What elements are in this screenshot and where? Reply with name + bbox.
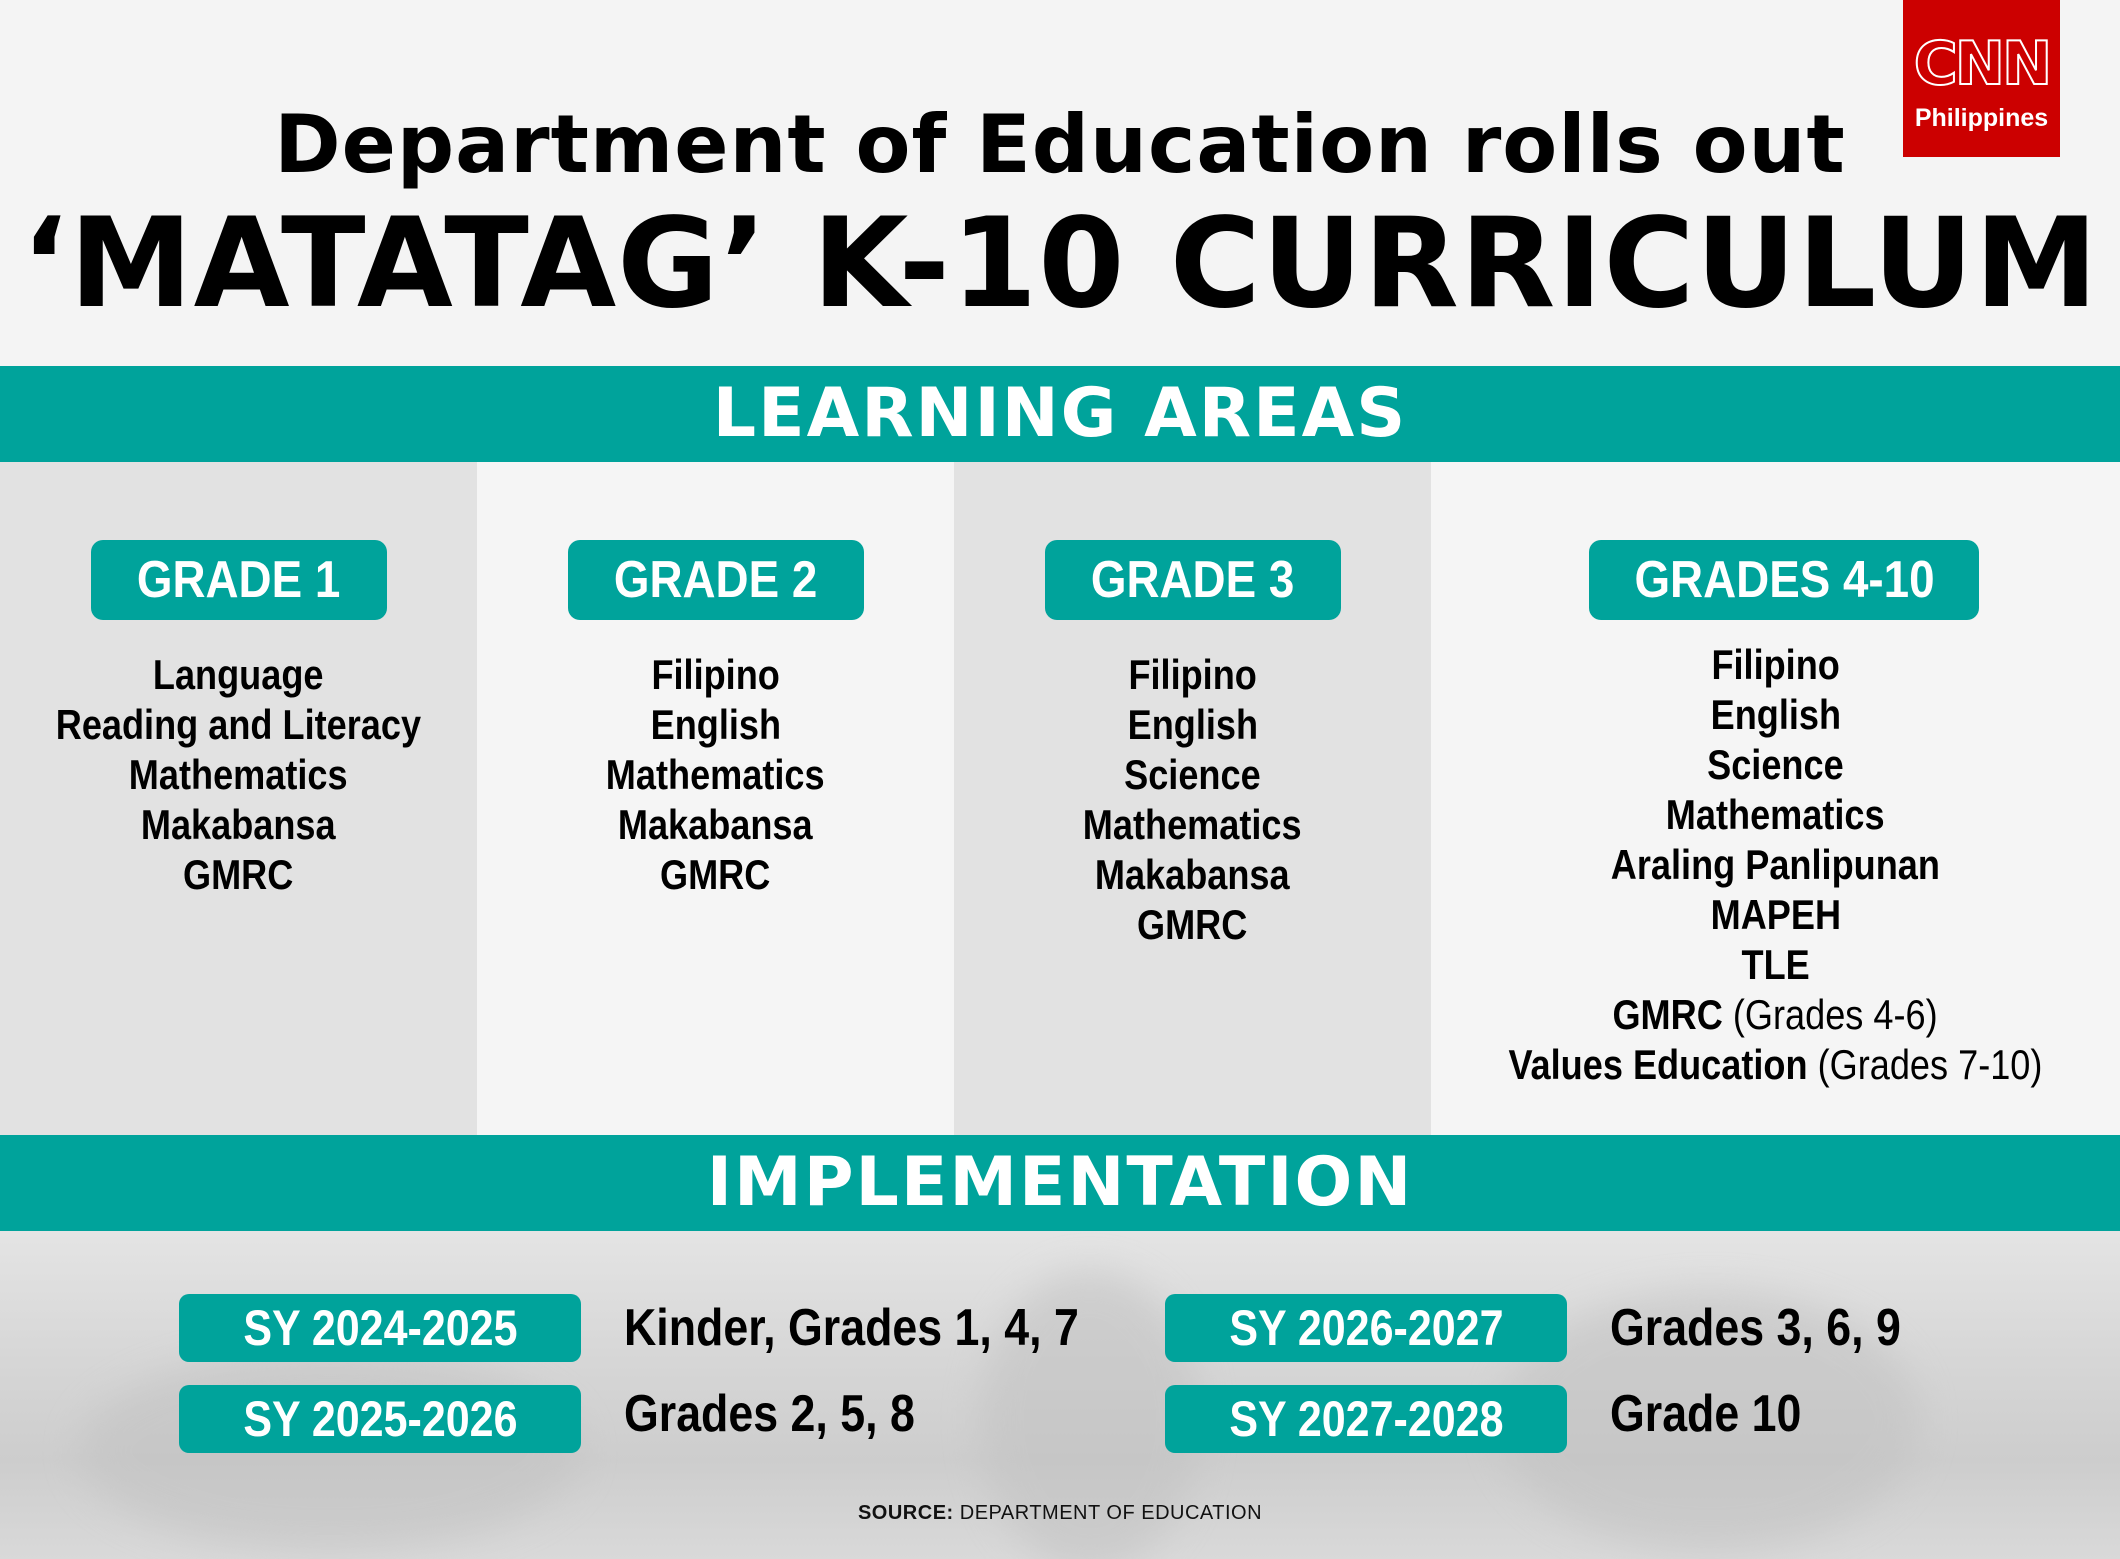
- list-item: TLE: [1741, 941, 1810, 988]
- grade-badge: GRADE 1: [91, 540, 387, 620]
- source-credit: [0, 1502, 2120, 1525]
- list-item: English: [650, 701, 781, 748]
- list-item: MAPEH: [1710, 891, 1841, 938]
- list-item: GMRC: [1137, 901, 1248, 948]
- subject-list: [477, 650, 954, 900]
- grade-badge: GRADE 3: [1045, 540, 1341, 620]
- implementation-grades: Grades 2, 5, 8: [624, 1385, 915, 1443]
- list-item: Makabansa: [618, 801, 813, 848]
- grade-2-column: [477, 462, 954, 1135]
- list-item: Makabansa: [141, 801, 336, 848]
- grade-3-column: [954, 462, 1431, 1135]
- subject-name: GMRC: [1612, 991, 1724, 1038]
- list-item: Filipino: [651, 651, 780, 698]
- list-item: GMRC: [183, 851, 294, 898]
- learning-areas-heading: LEARNING AREAS: [0, 366, 2120, 462]
- list-item: Science: [1707, 741, 1844, 788]
- logo-subtitle: Philippines: [1914, 104, 2049, 132]
- school-year-badge: SY 2026-2027: [1165, 1294, 1567, 1362]
- implementation-grades: Grade 10: [1610, 1385, 1802, 1443]
- source-label: SOURCE:: [857, 1502, 954, 1524]
- grade-range-note: (Grades 7-10): [1807, 1041, 2043, 1088]
- school-year-badge: SY 2025-2026: [179, 1385, 581, 1453]
- subject-list: [954, 650, 1431, 950]
- list-item: Mathematics: [1083, 801, 1302, 848]
- source-text: DEPARTMENT OF EDUCATION: [953, 1502, 1263, 1524]
- grades-4-10-column: [1431, 462, 2120, 1135]
- list-item: Makabansa: [1095, 851, 1290, 898]
- list-item: Language: [153, 651, 324, 698]
- list-item: Mathematics: [606, 751, 825, 798]
- list-item: Araling Panlipunan: [1610, 841, 1941, 888]
- list-item: Filipino: [1128, 651, 1257, 698]
- page-title: ‘MATATAG’ K-10 CURRICULUM: [21, 192, 2099, 336]
- grade-1-column: [0, 462, 477, 1135]
- cnn-philippines-logo: [1903, 0, 2060, 157]
- list-item: Mathematics: [1666, 791, 1885, 838]
- subject-list: [0, 650, 477, 900]
- grade-range-note: (Grades 4-6): [1723, 991, 1939, 1038]
- header: [0, 0, 2120, 366]
- subject-name: Values Education: [1508, 1041, 1808, 1088]
- list-item: Reading and Literacy: [55, 701, 422, 748]
- list-item: Science: [1124, 751, 1261, 798]
- grade-badge: GRADES 4-10: [1589, 540, 1979, 620]
- list-item: English: [1710, 691, 1841, 738]
- title-line-1: Department of Education rolls out: [274, 98, 1846, 191]
- list-item: Mathematics: [129, 751, 348, 798]
- implementation-grades: Kinder, Grades 1, 4, 7: [624, 1299, 1079, 1357]
- list-item: [1431, 990, 2120, 1040]
- grade-badge: GRADE 2: [568, 540, 864, 620]
- list-item: GMRC: [660, 851, 771, 898]
- school-year-badge: SY 2027-2028: [1165, 1385, 1567, 1453]
- logo-mark: CNN: [1913, 29, 2050, 99]
- list-item: [1431, 1040, 2120, 1090]
- list-item: Filipino: [1711, 641, 1840, 688]
- list-item: English: [1127, 701, 1258, 748]
- implementation-heading: IMPLEMENTATION: [0, 1135, 2120, 1231]
- subject-list: [1431, 640, 2120, 1090]
- school-year-badge: SY 2024-2025: [179, 1294, 581, 1362]
- implementation-grades: Grades 3, 6, 9: [1610, 1299, 1901, 1357]
